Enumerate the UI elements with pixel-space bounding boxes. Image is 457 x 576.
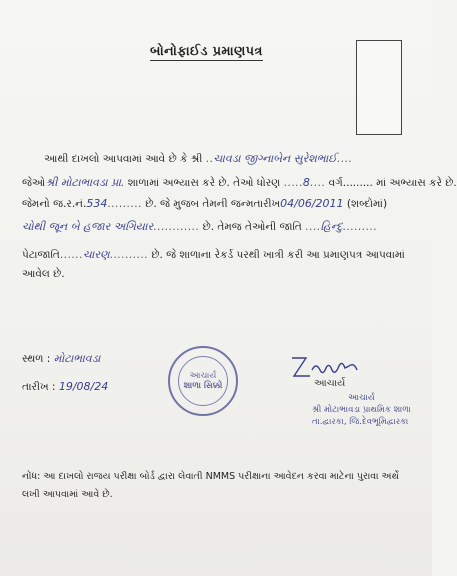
date-value: 19/08/24 <box>58 380 109 393</box>
certificate-title: બોનોફાઈડ પ્રમાણપત્ર <box>150 44 263 59</box>
body-line-4: ચોથી જૂન બે હજાર અગિયાર............ છે. તેમજ તેઓની જાતિ ....હિન્દુ......... <box>22 220 378 233</box>
line2-class: વર્ગ......... <box>328 177 373 189</box>
student-name: ચાવડા જીગ્નાબેન સુરેશભાઈ <box>213 152 337 165</box>
body-line-6: આવેલ છે. <box>22 268 65 280</box>
school-name: શ્રી મોટાભાવડા પ્રા. <box>45 176 125 189</box>
line5-prefix: પેટાજાતિ <box>22 249 60 261</box>
principal-label: આચાર્ય <box>314 378 346 389</box>
body-line-3: જેમનો જ.ર.નં.534......... છે. જે મુજબ તેમની જન્મતારીખ04/06/2011 (શબ્દોમાં) <box>22 197 388 210</box>
photo-placeholder <box>356 40 402 135</box>
body-line-1: આથી દાખલો આપવામાં આવે છે કે શ્રી ..ચાવડા જીગ્નાબેન સુરેશભાઈ.... <box>44 152 353 165</box>
place-value: મોટાભાવડા <box>53 352 101 365</box>
principal-stamp <box>312 392 411 428</box>
date-label: તારીખ : <box>22 381 56 393</box>
principal-stamp-line3: તા.દ્વારકા, જિ.દેવભૂમિદ્વારકા <box>312 417 409 427</box>
school-seal <box>168 346 238 416</box>
line2-mid: શાળામાં અભ્યાસ કરે છે. તેઓ ધોરણ <box>127 177 281 189</box>
place-row <box>22 352 100 366</box>
caste: હિન્દુ <box>320 220 343 233</box>
line3-suffix: (શબ્દોમાં) <box>346 198 388 210</box>
dob-in-words: ચોથી જૂન બે હજાર અગિયાર <box>22 220 154 233</box>
note-text: આ દાખલો રાજય પરીક્ષા બોર્ડ દ્વારા લેવાતી NMMS પરીક્ષાના આવેદન કરવા માટેના પુરાવા અર્થે લખી આપવામાં આવે છે. <box>22 471 399 500</box>
body-line-2: જેઓશ્રી મોટાભાવડા પ્રા. શાળામાં અભ્યાસ કરે છે. તેઓ ધોરણ .....8.... વર્ગ......... માં અભ્યાસ કરે છે. <box>22 176 457 189</box>
note-label: નોંધ: <box>22 471 41 482</box>
seal-top-text: આચાર્ય <box>189 371 217 381</box>
date-of-birth: 04/06/2011 <box>280 197 344 210</box>
line2-suffix: માં અભ્યાસ કરે છે. <box>376 177 457 189</box>
sub-caste: ચારણ <box>82 248 110 261</box>
principal-stamp-line2: શ્રી મોટાભાવડા પ્રાથમિક શાળા <box>312 405 411 415</box>
line3-prefix: જેમનો જ.ર.નં. <box>22 198 87 210</box>
line3-mid: છે. જે મુજબ તેમની જન્મતારીખ <box>145 198 281 210</box>
standard: 8 <box>302 176 310 189</box>
body-line-5: પેટાજાતિ......ચારણ.......... છે. જે શાળાના રેકર્ડ પરથી ખાત્રી કરી આ પ્રમાણપત્ર આપવામાં <box>22 248 405 261</box>
date-row <box>22 380 108 394</box>
place-label: સ્થળ : <box>22 353 51 365</box>
line5-suffix: છે. જે શાળાના રેકર્ડ પરથી ખાત્રી કરી આ પ્રમાણપત્ર આપવામાં <box>151 249 405 261</box>
line2-prefix: જેઓ <box>22 177 46 189</box>
line4-mid: છે. તેમજ તેઓની જાતિ <box>202 221 302 233</box>
note <box>22 468 412 504</box>
principal-stamp-line1: આચાર્ય <box>348 393 375 403</box>
line1-prefix: આથી દાખલો આપવામાં આવે છે કે શ્રી <box>44 153 203 165</box>
gr-number: 534 <box>86 197 108 210</box>
seal-middle-text: શાળા સિક્કો <box>183 381 223 391</box>
